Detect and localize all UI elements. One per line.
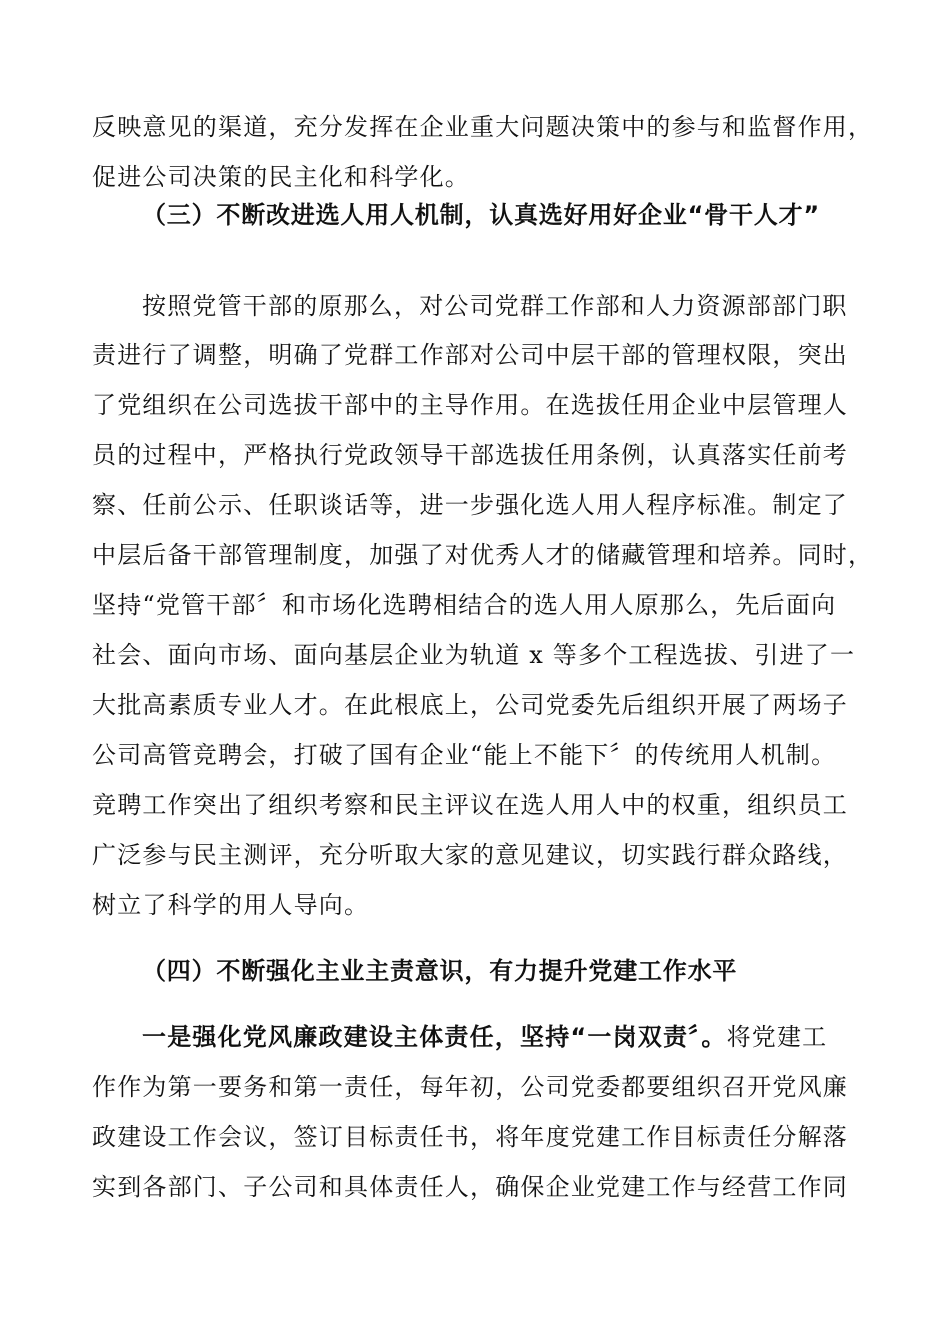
section-4-line: 政建设工作会议，签订目标责任书，将年度党建工作目标责任分解落 — [92, 1123, 848, 1151]
section-3-line: 树立了科学的用人导向。 — [92, 891, 370, 919]
section-3-line: 公司高管竞聘会，打破了国有企业“能上不能下〞的传统用人机制。 — [92, 741, 837, 769]
section-3-line: 员的过程中，严格执行党政领导干部选拔任用条例，认真落实任前考 — [92, 441, 848, 469]
section-3-line: 责进行了调整，明确了党群工作部对公司中层干部的管理权限，突出 — [92, 341, 848, 369]
lead-rest-text: 将党建工 — [726, 1023, 828, 1051]
section-3-line: 社会、面向市场、面向基层企业为轨道 x 等多个工程选拔、引进了一 — [92, 641, 856, 669]
section-3-line: 坚持“党管干部〞和市场化选聘相结合的选人用人原那么，先后面向 — [92, 591, 837, 619]
section-4-line: 实到各部门、子公司和具体责任人，确保企业党建工作与经营工作同 — [92, 1173, 848, 1201]
section-3-line: 察、任前公示、任职谈话等，进一步强化选人用人程序标准。制定了 — [92, 491, 848, 519]
section-3-line: 竞聘工作突出了组织考察和民主评议在选人用人中的权重，组织员工 — [92, 791, 848, 819]
section-3-line: 广泛参与民主测评，充分听取大家的意见建议，切实践行群众路线， — [92, 841, 848, 869]
section-3-heading: （三）不断改进选人用人机制，认真选好用好企业“骨干人才” — [142, 201, 820, 229]
intro-line: 促进公司决策的民主化和科学化。 — [92, 163, 470, 191]
section-4-lead-line — [142, 1022, 912, 1052]
section-4-heading: （四）不断强化主业主责意识，有力提升党建工作水平 — [142, 957, 738, 985]
section-3-line: 大批高素质专业人才。在此根底上，公司党委先后组织开展了两场子 — [92, 691, 848, 719]
intro-line: 反映意见的渠道，充分发挥在企业重大问题决策中的参与和监督作用， — [92, 113, 874, 141]
section-4-line: 作作为第一要务和第一责任，每年初，公司党委都要组织召开党风廉 — [92, 1073, 848, 1101]
lead-bold-text: 一是强化党风廉政建设主体责任，坚持“一岗双责〞。 — [142, 1023, 727, 1051]
section-3-line: 中层后备干部管理制度，加强了对优秀人才的储藏管理和培养。同时， — [92, 541, 874, 569]
section-3-line: 了党组织在公司选拔干部中的主导作用。在选拔任用企业中层管理人 — [92, 391, 848, 419]
section-3-line: 按照党管干部的原那么，对公司党群工作部和人力资源部部门职 — [142, 292, 848, 320]
